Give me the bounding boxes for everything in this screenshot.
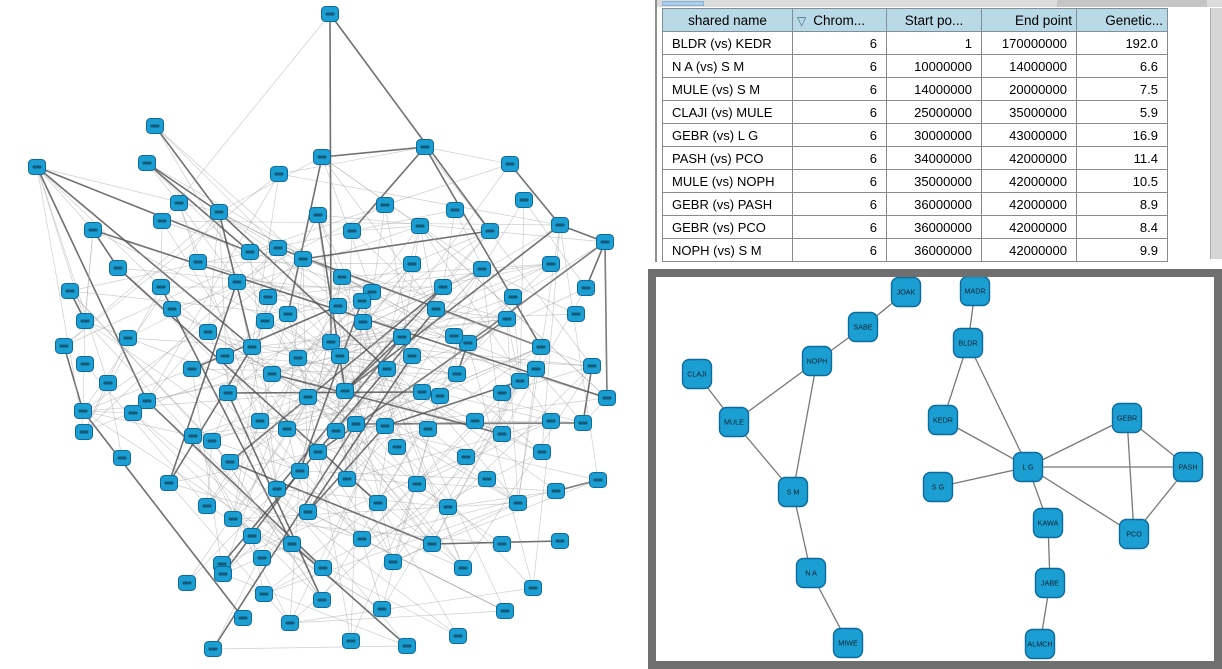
node-label xyxy=(341,390,350,393)
node-label xyxy=(204,331,213,334)
node-label xyxy=(284,313,293,316)
node-label xyxy=(348,230,357,233)
node-label xyxy=(439,286,448,289)
column-header-genetic[interactable]: Genetic... xyxy=(1077,9,1168,32)
node-label xyxy=(374,502,383,505)
cell-start[interactable]: 14000000 xyxy=(887,78,982,101)
table-row[interactable] xyxy=(663,101,1168,124)
cell-start[interactable]: 10000000 xyxy=(887,55,982,78)
network-edge xyxy=(560,225,598,480)
cell-chromosome[interactable]: 6 xyxy=(793,239,887,262)
sub-network-canvas[interactable] xyxy=(656,277,1214,661)
table-row[interactable] xyxy=(663,216,1168,239)
node-label xyxy=(314,451,323,454)
node-label xyxy=(383,368,392,371)
node-label xyxy=(294,357,303,360)
network-edge xyxy=(352,226,420,231)
cell-start[interactable]: 36000000 xyxy=(887,216,982,239)
table-row[interactable] xyxy=(663,147,1168,170)
node-label xyxy=(114,267,123,270)
node-label xyxy=(208,440,217,443)
cell-shared_name[interactable]: GEBR (vs) PCO xyxy=(663,216,793,239)
column-header-start[interactable]: Start po... xyxy=(887,9,982,32)
node-label xyxy=(188,368,197,371)
node-label: NOPH xyxy=(806,356,828,366)
network-edge xyxy=(322,147,425,157)
node-label xyxy=(143,400,152,403)
node-label xyxy=(358,300,367,303)
node-label xyxy=(537,346,546,349)
network-edge xyxy=(85,230,93,321)
node-label xyxy=(314,214,323,217)
node-label xyxy=(579,422,588,425)
node-label xyxy=(296,470,305,473)
node-label xyxy=(275,173,284,176)
node-label xyxy=(444,506,453,509)
node-label xyxy=(378,608,387,611)
node-label xyxy=(453,373,462,376)
network-edge xyxy=(37,167,252,347)
network-edge xyxy=(219,212,412,356)
node-label xyxy=(151,125,160,128)
node-label xyxy=(483,478,492,481)
node-label: ALMCH xyxy=(1027,639,1053,649)
node-label xyxy=(538,451,547,454)
node-label xyxy=(421,146,430,149)
cell-genetic[interactable]: 192.0 xyxy=(1077,32,1168,55)
node-label: S G xyxy=(931,482,945,492)
node-label xyxy=(209,648,218,651)
node-label xyxy=(226,461,235,464)
network-edge xyxy=(448,491,556,507)
node-label xyxy=(246,251,255,254)
node-label xyxy=(601,241,610,244)
cell-shared_name[interactable]: MULE (vs) NOPH xyxy=(663,170,793,193)
network-edge xyxy=(37,167,84,432)
node-label xyxy=(358,538,367,541)
node-label xyxy=(594,479,603,482)
node-label: SABE xyxy=(853,322,873,332)
node-label xyxy=(501,610,510,613)
node-label xyxy=(124,337,133,340)
horizontal-scrollbar[interactable] xyxy=(657,0,1222,7)
cell-start[interactable]: 25000000 xyxy=(887,101,982,124)
network-edge xyxy=(322,157,420,226)
node-label xyxy=(516,380,525,383)
cell-chromosome[interactable]: 6 xyxy=(793,124,887,147)
network-edge xyxy=(436,309,507,319)
node-label xyxy=(288,543,297,546)
node-label xyxy=(389,561,398,564)
table-row[interactable] xyxy=(663,170,1168,193)
cell-end[interactable]: 20000000 xyxy=(982,78,1077,101)
node-label xyxy=(462,456,471,459)
node-label xyxy=(326,13,335,16)
cell-shared_name[interactable]: GEBR (vs) PASH xyxy=(663,193,793,216)
node-label xyxy=(168,308,177,311)
node-label xyxy=(233,281,242,284)
cell-chromosome[interactable]: 6 xyxy=(793,147,887,170)
node-label xyxy=(436,395,445,398)
panel-divider xyxy=(655,0,657,262)
node-label xyxy=(398,336,407,339)
graph-edge-NOPH-S M[interactable] xyxy=(793,361,817,492)
table-row[interactable] xyxy=(663,55,1168,78)
node-label xyxy=(318,156,327,159)
node-label xyxy=(129,412,138,415)
node-label xyxy=(79,410,88,413)
node-label xyxy=(532,368,541,371)
network-edge xyxy=(279,147,425,174)
cell-end[interactable]: 35000000 xyxy=(982,101,1077,124)
network-edge xyxy=(583,366,592,423)
node-label xyxy=(509,296,518,299)
cell-shared_name[interactable]: PASH (vs) PCO xyxy=(663,147,793,170)
cell-start[interactable]: 35000000 xyxy=(887,170,982,193)
node-label xyxy=(381,425,390,428)
node-label xyxy=(274,247,283,250)
node-label xyxy=(347,640,356,643)
node-label: BLDR xyxy=(958,338,978,348)
scrollbar-thumb[interactable] xyxy=(662,1,704,6)
node-label xyxy=(498,543,507,546)
cell-end[interactable]: 170000000 xyxy=(982,32,1077,55)
node-label xyxy=(506,163,515,166)
node-label xyxy=(318,599,327,602)
column-header-chromosome[interactable]: ▽ Chrom... xyxy=(793,9,887,32)
network-edge xyxy=(228,392,422,393)
network-edge xyxy=(37,167,93,230)
node-label xyxy=(165,482,174,485)
node-label: N A xyxy=(805,568,817,578)
node-label: KAWA xyxy=(1037,518,1059,528)
node-label xyxy=(503,318,512,321)
cell-chromosome[interactable]: 6 xyxy=(793,170,887,193)
graph-edge-BLDR-L G[interactable] xyxy=(968,343,1028,467)
cell-chromosome[interactable]: 6 xyxy=(793,78,887,101)
node-label: JOAK xyxy=(896,287,916,297)
node-label xyxy=(158,220,167,223)
edge-attribute-table xyxy=(662,8,1168,262)
network-edge xyxy=(64,248,278,346)
node-label xyxy=(498,433,507,436)
node-label: S M xyxy=(786,487,800,497)
cell-end[interactable]: 42000000 xyxy=(982,216,1077,239)
node-label: JABE xyxy=(1041,578,1059,588)
node-label: GEBR xyxy=(1116,413,1138,423)
cell-end[interactable]: 42000000 xyxy=(982,170,1077,193)
node-label: L G xyxy=(1022,462,1034,472)
node-label xyxy=(529,587,538,590)
node-label xyxy=(478,268,487,271)
cell-shared_name[interactable]: GEBR (vs) L G xyxy=(663,124,793,147)
network-edge xyxy=(213,646,407,649)
node-label xyxy=(572,313,581,316)
node-label xyxy=(203,505,212,508)
node-label xyxy=(118,457,127,460)
node-label xyxy=(454,635,463,638)
node-label xyxy=(588,365,597,368)
network-edge xyxy=(385,164,510,205)
network-edge xyxy=(85,321,300,471)
network-edge xyxy=(482,269,576,314)
node-label xyxy=(408,355,417,358)
cell-shared_name[interactable]: CLAJI (vs) MULE xyxy=(663,101,793,124)
node-label xyxy=(381,204,390,207)
cell-shared_name[interactable]: BLDR (vs) KEDR xyxy=(663,32,793,55)
scrollbar-segment xyxy=(1057,0,1207,7)
cell-genetic[interactable]: 6.6 xyxy=(1077,55,1168,78)
cell-genetic[interactable]: 9.9 xyxy=(1077,239,1168,262)
cell-shared_name[interactable]: NOPH (vs) S M xyxy=(663,239,793,262)
cell-start[interactable]: 1 xyxy=(887,32,982,55)
node-label xyxy=(304,511,313,514)
node-label xyxy=(432,308,441,311)
node-label xyxy=(218,563,227,566)
node-label xyxy=(459,567,468,570)
node-label xyxy=(256,420,265,423)
node-label: KEDR xyxy=(933,415,953,425)
cell-genetic[interactable]: 10.5 xyxy=(1077,170,1168,193)
table-row[interactable] xyxy=(663,239,1168,262)
node-label xyxy=(514,502,523,505)
node-label xyxy=(60,345,69,348)
node-label xyxy=(283,428,292,431)
node-label xyxy=(424,428,433,431)
node-label xyxy=(428,543,437,546)
node-label xyxy=(319,567,328,570)
node-label xyxy=(332,430,341,433)
cell-end[interactable]: 43000000 xyxy=(982,124,1077,147)
cell-start[interactable]: 36000000 xyxy=(887,193,982,216)
cell-genetic[interactable]: 8.9 xyxy=(1077,193,1168,216)
cell-genetic[interactable]: 7.5 xyxy=(1077,78,1168,101)
node-label xyxy=(498,392,507,395)
node-label xyxy=(183,582,192,585)
node-label xyxy=(224,392,233,395)
cell-genetic[interactable]: 11.4 xyxy=(1077,147,1168,170)
node-label xyxy=(334,305,343,308)
node-label xyxy=(264,296,273,299)
network-edge xyxy=(524,200,586,288)
network-edge xyxy=(161,221,162,287)
cell-shared_name[interactable]: N A (vs) S M xyxy=(663,55,793,78)
node-label xyxy=(520,199,529,202)
network-edge xyxy=(64,346,83,411)
node-label xyxy=(368,291,377,294)
cell-end[interactable]: 14000000 xyxy=(982,55,1077,78)
cell-end[interactable]: 42000000 xyxy=(982,147,1077,170)
node-label xyxy=(261,320,270,323)
node-label xyxy=(89,229,98,232)
cell-chromosome[interactable]: 6 xyxy=(793,216,887,239)
filter-icon[interactable]: ▽ xyxy=(797,13,807,28)
node-label xyxy=(194,261,203,264)
node-label xyxy=(556,540,565,543)
node-label xyxy=(304,396,313,399)
node-label xyxy=(486,230,495,233)
node-label xyxy=(471,420,480,423)
node-label xyxy=(189,435,198,438)
node-label xyxy=(81,320,90,323)
graph-edge-GEBR-PCO[interactable] xyxy=(1127,418,1134,534)
node-label xyxy=(81,363,90,366)
node-label xyxy=(215,211,224,214)
node-label xyxy=(464,342,473,345)
network-edge xyxy=(83,369,192,411)
table-row[interactable] xyxy=(663,78,1168,101)
node-label xyxy=(403,645,412,648)
column-header-end[interactable]: End point xyxy=(982,9,1077,32)
cell-chromosome[interactable]: 6 xyxy=(793,32,887,55)
node-label xyxy=(359,321,368,324)
node-label xyxy=(416,225,425,228)
cell-start[interactable]: 36000000 xyxy=(887,239,982,262)
node-label xyxy=(239,617,248,620)
node-label xyxy=(229,518,238,521)
cell-chromosome[interactable]: 6 xyxy=(793,55,887,78)
network-edge xyxy=(162,14,330,221)
vertical-scrollbar[interactable] xyxy=(1210,8,1222,259)
node-label xyxy=(413,483,422,486)
node-label: PCO xyxy=(1126,529,1142,539)
cell-chromosome[interactable]: 6 xyxy=(793,101,887,124)
cell-start[interactable]: 30000000 xyxy=(887,124,982,147)
node-label xyxy=(104,382,113,385)
node-label xyxy=(336,355,345,358)
node-label xyxy=(157,286,166,289)
node-label xyxy=(582,287,591,290)
node-label xyxy=(258,557,267,560)
node-label: CLAJI xyxy=(687,369,707,379)
table-row[interactable] xyxy=(663,32,1168,55)
table-header-row xyxy=(663,9,1168,32)
node-label xyxy=(268,373,277,376)
node-label xyxy=(273,488,282,491)
node-label xyxy=(418,391,427,394)
node-label xyxy=(556,224,565,227)
node-label: MADR xyxy=(964,286,986,296)
node-label xyxy=(451,209,460,212)
table-row[interactable] xyxy=(663,193,1168,216)
node-label xyxy=(221,355,230,358)
node-label xyxy=(547,420,556,423)
node-label xyxy=(343,478,352,481)
node-label xyxy=(408,263,417,266)
table-body xyxy=(663,32,1168,262)
node-label xyxy=(450,335,459,338)
node-label xyxy=(352,423,361,426)
table-row[interactable] xyxy=(663,124,1168,147)
node-label xyxy=(338,276,347,279)
cell-shared_name[interactable]: MULE (vs) S M xyxy=(663,78,793,101)
node-label: PASH xyxy=(1178,462,1198,472)
node-label xyxy=(393,446,402,449)
edge-attribute-table-panel xyxy=(662,8,1168,262)
cell-genetic[interactable]: 16.9 xyxy=(1077,124,1168,147)
node-label xyxy=(219,573,228,576)
cell-genetic[interactable]: 8.4 xyxy=(1077,216,1168,239)
node-label xyxy=(248,346,257,349)
network-edge xyxy=(219,157,322,212)
sub-network-background xyxy=(656,277,1214,661)
node-label xyxy=(260,593,269,596)
node-label xyxy=(327,341,336,344)
node-label: MULE xyxy=(724,417,744,427)
cell-start[interactable]: 34000000 xyxy=(887,147,982,170)
node-label xyxy=(66,290,75,293)
node-label xyxy=(248,535,257,538)
column-header-shared_name[interactable]: shared name xyxy=(663,9,793,32)
node-label xyxy=(143,162,152,165)
node-label xyxy=(299,258,308,261)
sub-network-panel xyxy=(648,269,1222,669)
cell-chromosome[interactable]: 6 xyxy=(793,193,887,216)
node-label: MIWE xyxy=(838,638,858,648)
node-label xyxy=(286,622,295,625)
node-label xyxy=(33,166,42,169)
node-label xyxy=(547,263,556,266)
cell-end[interactable]: 42000000 xyxy=(982,239,1077,262)
node-label xyxy=(552,490,561,493)
cell-genetic[interactable]: 5.9 xyxy=(1077,101,1168,124)
network-edge xyxy=(330,14,490,231)
node-label xyxy=(175,202,184,205)
node-label xyxy=(80,431,89,434)
node-label xyxy=(603,397,612,400)
cell-end[interactable]: 42000000 xyxy=(982,193,1077,216)
